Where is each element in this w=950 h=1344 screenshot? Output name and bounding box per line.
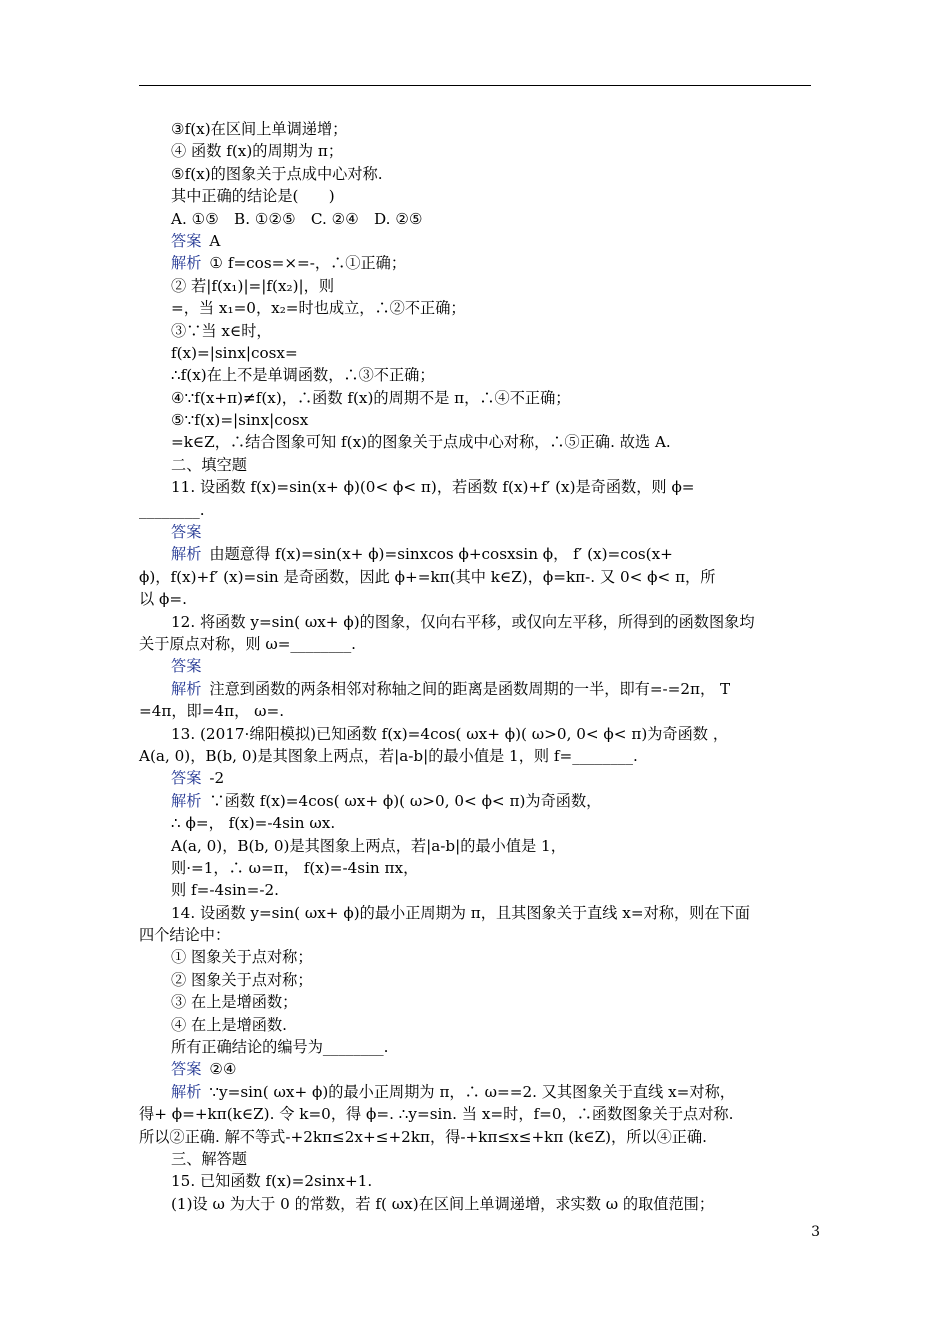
line-text: ∵函数 f(x)=4cos( ωx+ ϕ)( ω>0, 0< ϕ< π)为奇函数， <box>209 791 602 810</box>
answer-label: 答案 <box>171 657 202 676</box>
text-line <box>139 946 811 968</box>
text-line <box>139 163 811 185</box>
answer-label: 答案 <box>171 769 202 788</box>
line-text: ① f=cos=×=-，∴①正确； <box>209 254 407 273</box>
header-rule <box>139 85 811 86</box>
line-text: (1)设 ω 为大于 0 的常数，若 f( ωx)在区间上单调递增，求实数 ω 的取值范围； <box>171 1194 715 1213</box>
text-line <box>139 230 811 252</box>
line-text: ②④ <box>209 1060 237 1079</box>
line-text: 则 f=-4sin=-2. <box>171 881 279 900</box>
text-line <box>139 543 811 565</box>
analysis-label: 解析 <box>171 254 202 273</box>
line-text: ∵y=sin( ωx+ ϕ)的最小正周期为 π，∴ ω==2. 又其图象关于直线 x=对称， <box>209 1082 735 1101</box>
line-text: ⑤f(x)的图象关于点成中心对称. <box>171 164 383 183</box>
text-line <box>139 364 811 386</box>
line-text: ③f(x)在区间上单调递增； <box>171 120 348 138</box>
text-line <box>139 476 811 498</box>
text-line <box>139 790 811 812</box>
text-line <box>139 297 811 319</box>
text-line <box>139 1170 811 1192</box>
text-line <box>139 700 811 722</box>
line-text: 13. (2017·绵阳模拟)已知函数 f(x)=4cos( ωx+ ϕ)( ω>0, 0< ϕ< π)为奇函数 ， <box>171 724 729 743</box>
line-text: 14. 设函数 y=sin( ωx+ ϕ)的最小正周期为 π，且其图象关于直线 x=对称，则在下面 <box>171 903 750 922</box>
text-line <box>139 252 811 274</box>
text-line <box>139 1126 811 1148</box>
line-text: ① 图象关于点对称； <box>171 948 313 967</box>
text-line <box>139 924 811 946</box>
line-text: 由题意得 f(x)=sin(x+ ϕ)=sinxcos ϕ+cosxsin ϕ， f′ (x)=cos(x+ <box>209 545 673 564</box>
line-text: ∴f(x)在上不是单调函数，∴③不正确； <box>171 366 435 385</box>
text-line <box>139 767 811 789</box>
text-line <box>139 1148 811 1170</box>
line-text: A(a, 0)，B(b, 0)是其图象上两点，若|a-b|的最小值是 1， <box>171 836 566 855</box>
text-line <box>139 387 811 409</box>
answer-label: 答案 <box>171 231 202 250</box>
text-line <box>139 208 811 230</box>
text-line <box>139 678 811 700</box>
text-line <box>139 835 811 857</box>
text-line <box>139 991 811 1013</box>
line-text: 11. 设函数 f(x)=sin(x+ ϕ)(0< ϕ< π)，若函数 f(x)+f′ (x)是奇函数，则 ϕ= <box>171 478 695 497</box>
line-text: ③∵当 x∈时， <box>171 321 272 340</box>
page-number: 3 <box>811 1224 820 1240</box>
line-text: A <box>209 231 221 250</box>
text-line <box>139 1014 811 1036</box>
text-line <box>139 1193 811 1215</box>
analysis-label: 解析 <box>171 791 202 810</box>
line-text: ∴ ϕ=， f(x)=-4sin ωx. <box>171 814 336 833</box>
line-text: 三、解答题 <box>171 1149 247 1168</box>
line-text: A(a, 0)，B(b, 0)是其图象上两点，若|a-b|的最小值是 1，则 f=________. <box>139 746 638 765</box>
analysis-label: 解析 <box>171 545 202 564</box>
text-line <box>139 185 811 207</box>
line-text: 二、填空题 <box>171 455 247 474</box>
line-text: 则·=1，∴ ω=π， f(x)=-4sin πx， <box>171 858 419 877</box>
text-line <box>139 409 811 431</box>
line-text: ② 图象关于点对称； <box>171 970 313 989</box>
line-text: 其中正确的结论是( ) <box>171 187 335 206</box>
text-line <box>139 342 811 364</box>
line-text: ④ 在上是增函数. <box>171 1015 287 1034</box>
line-text: 注意到函数的两条相邻对称轴之间的距离是函数周期的一半，即有=-=2π， T <box>209 679 731 698</box>
line-text: ② 若|f(x₁)|=|f(x₂)|，则 <box>171 276 335 295</box>
text-line <box>139 1081 811 1103</box>
text-line <box>139 118 811 140</box>
text-line <box>139 431 811 453</box>
text-line <box>139 969 811 991</box>
text-line <box>139 588 811 610</box>
line-text: 所以②正确. 解不等式-+2kπ≤2x+≤+2kπ，得-+kπ≤x≤+kπ (k∈Z)，所以④正确. <box>139 1127 707 1146</box>
text-line <box>139 879 811 901</box>
line-text: f(x)=|sinx|cosx= <box>171 343 298 362</box>
line-text: 关于原点对称，则 ω=________. <box>139 634 357 653</box>
line-text: ⑤∵f(x)=|sinx|cosx <box>171 411 309 430</box>
text-line <box>139 275 811 297</box>
line-text: 得+ ϕ=+kπ(k∈Z). 令 k=0，得 ϕ=. ∴y=sin. 当 x=时，f=0，∴函数图象关于点对称. <box>139 1105 734 1124</box>
text-line <box>139 320 811 342</box>
line-text: 12. 将函数 y=sin( ωx+ ϕ)的图象，仅向右平移，或仅向左平移，所得到的函数图象均 <box>171 612 755 631</box>
line-text: -2 <box>209 769 225 788</box>
analysis-label: 解析 <box>171 1082 202 1101</box>
document-body <box>139 118 811 1215</box>
answer-label: 答案 <box>171 1060 202 1079</box>
line-text: =k∈Z，∴结合图象可知 f(x)的图象关于点成中心对称，∴⑤正确. 故选 A. <box>171 433 671 452</box>
text-line <box>139 1036 811 1058</box>
text-line <box>139 902 811 924</box>
text-line <box>139 611 811 633</box>
text-line <box>139 812 811 834</box>
line-text: 四个结论中： <box>139 926 231 945</box>
text-line <box>139 655 811 677</box>
line-text: =4π，即=4π， ω=. <box>139 702 285 721</box>
line-text: 所有正确结论的编号为________. <box>171 1038 389 1057</box>
answer-label: 答案 <box>171 523 202 542</box>
text-line <box>139 454 811 476</box>
analysis-label: 解析 <box>171 679 202 698</box>
text-line <box>139 857 811 879</box>
line-text: A. ①⑤ B. ①②⑤ C. ②④ D. ②⑤ <box>171 209 423 228</box>
line-text: ϕ)，f(x)+f′ (x)=sin 是奇函数，因此 ϕ+=kπ(其中 k∈Z)，ϕ=kπ-. 又 0< ϕ< π，所 <box>139 567 716 586</box>
line-text: ④ 函数 f(x)的周期为 π； <box>171 142 344 161</box>
line-text: 15. 已知函数 f(x)=2sinx+1. <box>171 1172 373 1191</box>
line-text: ③ 在上是增函数； <box>171 993 298 1012</box>
text-line <box>139 566 811 588</box>
text-line <box>139 633 811 655</box>
text-line <box>139 1058 811 1080</box>
text-line <box>139 1103 811 1125</box>
line-text: ________. <box>139 500 205 519</box>
text-line <box>139 140 811 162</box>
text-line <box>139 745 811 767</box>
line-text: =，当 x₁=0，x₂=时也成立，∴②不正确； <box>171 299 466 318</box>
text-line <box>139 521 811 543</box>
line-text: ④∵f(x+π)≠f(x)，∴函数 f(x)的周期不是 π，∴④不正确； <box>171 388 571 407</box>
text-line <box>139 499 811 521</box>
line-text: 以 ϕ=. <box>139 590 187 609</box>
text-line <box>139 723 811 745</box>
